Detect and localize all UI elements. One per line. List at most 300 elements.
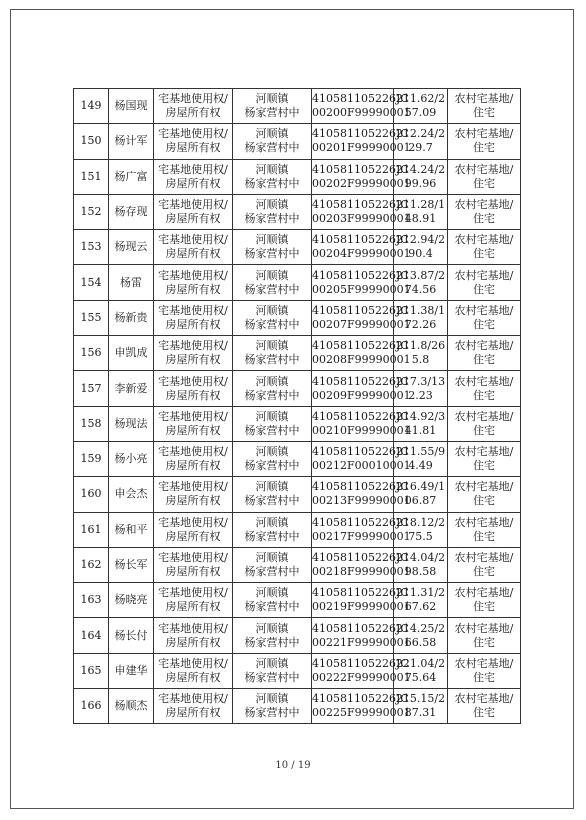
location-line: 河顺镇 — [255, 303, 289, 317]
location-cell — [233, 689, 312, 724]
land-use-line: 住宅 — [473, 670, 495, 684]
location-line: 杨家营村中 — [244, 282, 300, 296]
land-use-line: 住宅 — [473, 247, 495, 261]
parcel-code-line: 00217F99990001 — [312, 529, 411, 543]
parcel-code-line: 00225F99990001 — [312, 706, 411, 720]
owner-name-cell: 杨新贵 — [109, 300, 154, 335]
records-table-body — [74, 89, 521, 724]
location-cell — [233, 477, 312, 512]
land-use-line: 住宅 — [473, 212, 495, 226]
land-use-cell — [448, 653, 521, 688]
right-type-line: 房屋所有权 — [165, 670, 221, 684]
row-number-cell: 158 — [74, 406, 109, 441]
location-cell — [233, 618, 312, 653]
row-number-cell: 151 — [74, 159, 109, 194]
area-line: 41.81 — [404, 423, 437, 437]
parcel-code-line: 00221F99990001 — [312, 635, 411, 649]
right-type-cell — [154, 512, 233, 547]
location-line: 杨家营村中 — [244, 176, 300, 190]
location-cell — [233, 406, 312, 441]
area-line: 211.62/2 — [395, 92, 446, 106]
land-use-line: 农村宅基地/ — [454, 586, 514, 600]
parcel-code-line: 410581105226JC — [312, 409, 409, 423]
row-number-cell: 156 — [74, 336, 109, 371]
parcel-code-line: 00213F99990001 — [312, 494, 411, 508]
location-line: 杨家营村中 — [244, 565, 300, 578]
parcel-code-line: 00218F99990001 — [312, 565, 411, 578]
right-type-cell — [154, 265, 233, 300]
table-row — [74, 336, 521, 371]
area-line: 66.58 — [404, 635, 437, 649]
land-use-line: 住宅 — [473, 635, 495, 649]
page-number: 10 / 19 — [275, 760, 311, 771]
owner-name-cell: 杨小亮 — [109, 441, 154, 476]
land-use-cell — [448, 124, 521, 159]
right-type-cell — [154, 159, 233, 194]
parcel-code-cell — [312, 653, 411, 688]
location-cell — [233, 89, 312, 124]
land-use-line: 住宅 — [473, 600, 495, 614]
area-line: 216.49/1 — [395, 480, 446, 494]
parcel-code-line: 00212F00010001 — [312, 459, 411, 473]
right-type-cell — [154, 336, 233, 371]
land-use-cell — [448, 265, 521, 300]
land-use-line: 住宅 — [473, 565, 495, 578]
parcel-code-cell — [312, 336, 411, 371]
land-use-line: 农村宅基地/ — [454, 692, 514, 706]
table-row — [74, 406, 521, 441]
parcel-code-cell — [312, 230, 411, 265]
land-use-line: 农村宅基地/ — [454, 409, 514, 423]
table-row — [74, 371, 521, 406]
area-line: 211.55/9 — [395, 445, 446, 459]
right-type-line: 宅基地使用权/ — [158, 374, 228, 388]
location-cell — [233, 441, 312, 476]
location-line: 杨家营村中 — [244, 635, 300, 649]
table-row — [74, 194, 521, 229]
right-type-line: 宅基地使用权/ — [158, 303, 228, 317]
parcel-code-line: 00219F99990001 — [312, 600, 411, 614]
right-type-line: 房屋所有权 — [165, 600, 221, 614]
parcel-code-line: 00210F99990001 — [312, 423, 411, 437]
right-type-line: 房屋所有权 — [165, 529, 221, 543]
land-use-line: 农村宅基地/ — [454, 92, 514, 106]
owner-name-cell: 杨晓亮 — [109, 583, 154, 618]
right-type-line: 宅基地使用权/ — [158, 268, 228, 282]
parcel-code-cell — [312, 300, 411, 335]
table-row — [74, 547, 521, 582]
location-cell — [233, 547, 312, 582]
row-number-cell: 166 — [74, 689, 109, 724]
parcel-code-cell — [312, 159, 411, 194]
land-use-cell — [448, 89, 521, 124]
parcel-code-line: 410581105226JC — [312, 127, 409, 141]
right-type-line: 宅基地使用权/ — [158, 445, 228, 459]
parcel-code-cell — [312, 441, 411, 476]
land-use-line: 农村宅基地/ — [454, 303, 514, 317]
land-use-cell — [448, 512, 521, 547]
land-use-cell — [448, 336, 521, 371]
table-row — [74, 618, 521, 653]
location-line: 河顺镇 — [255, 515, 289, 529]
area-line: 72.26 — [404, 317, 437, 331]
right-type-line: 宅基地使用权/ — [158, 692, 228, 706]
right-type-line: 房屋所有权 — [165, 212, 221, 226]
right-type-line: 房屋所有权 — [165, 494, 221, 508]
area-line: 74.56 — [404, 282, 437, 296]
area-line: 214.04/2 — [395, 551, 446, 564]
land-use-line: 住宅 — [473, 106, 495, 120]
area-line: 06.87 — [404, 494, 437, 508]
right-type-cell — [154, 124, 233, 159]
right-type-line: 房屋所有权 — [165, 141, 221, 155]
location-line: 杨家营村中 — [244, 529, 300, 543]
location-line: 杨家营村中 — [244, 317, 300, 331]
land-use-cell — [448, 406, 521, 441]
area-line: 2.23 — [408, 388, 433, 402]
land-use-line: 住宅 — [473, 176, 495, 190]
area-line: 98.58 — [404, 565, 437, 578]
area-line: 214.25/2 — [395, 621, 446, 635]
area-line: 211.31/2 — [395, 586, 446, 600]
owner-name-cell: 杨长军 — [109, 547, 154, 582]
parcel-code-line: 410581105226JC — [312, 268, 409, 282]
location-line: 杨家营村中 — [244, 353, 300, 367]
owner-name-cell: 杨存现 — [109, 194, 154, 229]
parcel-code-line: 410581105226JC — [312, 515, 409, 529]
parcel-code-line: 00202F99990001 — [312, 176, 411, 190]
location-line: 河顺镇 — [255, 551, 289, 564]
parcel-code-cell — [312, 124, 411, 159]
right-type-line: 房屋所有权 — [165, 565, 221, 578]
owner-name-cell: 杨长付 — [109, 618, 154, 653]
parcel-code-line: 410581105226JC — [312, 92, 409, 106]
right-type-line: 房屋所有权 — [165, 459, 221, 473]
area-line: 75.5 — [408, 529, 433, 543]
area-line: 211.8/26 — [395, 339, 446, 353]
right-type-line: 宅基地使用权/ — [158, 621, 228, 635]
land-use-line: 农村宅基地/ — [454, 445, 514, 459]
parcel-code-line: 410581105226JC — [312, 480, 409, 494]
area-line: 99.96 — [404, 176, 437, 190]
owner-name-cell: 杨顺杰 — [109, 689, 154, 724]
right-type-cell — [154, 618, 233, 653]
row-number-cell: 162 — [74, 547, 109, 582]
location-line: 杨家营村中 — [244, 706, 300, 720]
area-line: 212.24/2 — [395, 127, 446, 141]
location-cell — [233, 159, 312, 194]
parcel-code-line: 410581105226JC — [312, 303, 409, 317]
owner-name-cell: 申凯成 — [109, 336, 154, 371]
parcel-code-line: 410581105226JC — [312, 551, 409, 564]
right-type-line: 房屋所有权 — [165, 423, 221, 437]
right-type-cell — [154, 230, 233, 265]
table-row — [74, 89, 521, 124]
land-use-cell — [448, 689, 521, 724]
location-line: 河顺镇 — [255, 374, 289, 388]
land-use-cell — [448, 159, 521, 194]
location-line: 河顺镇 — [255, 692, 289, 706]
area-line: 221.04/2 — [395, 656, 446, 670]
parcel-code-line: 00201F99990001 — [312, 141, 411, 155]
parcel-code-cell — [312, 89, 411, 124]
parcel-code-line: 410581105226JC — [312, 445, 409, 459]
right-type-line: 宅基地使用权/ — [158, 586, 228, 600]
owner-name-cell: 杨和平 — [109, 512, 154, 547]
location-cell — [233, 336, 312, 371]
area-line: 75.64 — [404, 670, 437, 684]
location-line: 河顺镇 — [255, 586, 289, 600]
right-type-line: 宅基地使用权/ — [158, 127, 228, 141]
parcel-code-line: 410581105226JC — [312, 339, 409, 353]
right-type-cell — [154, 653, 233, 688]
records-table — [73, 88, 521, 724]
row-number-cell: 164 — [74, 618, 109, 653]
land-use-line: 农村宅基地/ — [454, 268, 514, 282]
parcel-code-cell — [312, 477, 411, 512]
right-type-line: 房屋所有权 — [165, 176, 221, 190]
owner-name-cell: 杨雷 — [109, 265, 154, 300]
right-type-line: 房屋所有权 — [165, 388, 221, 402]
location-line: 杨家营村中 — [244, 106, 300, 120]
location-line: 河顺镇 — [255, 621, 289, 635]
area-line: 211.38/1 — [395, 303, 446, 317]
land-use-line: 住宅 — [473, 388, 495, 402]
location-cell — [233, 512, 312, 547]
right-type-line: 宅基地使用权/ — [158, 551, 228, 564]
row-number-cell: 155 — [74, 300, 109, 335]
parcel-code-line: 410581105226JC — [312, 162, 409, 176]
location-cell — [233, 583, 312, 618]
owner-name-cell: 杨现云 — [109, 230, 154, 265]
row-number-cell: 157 — [74, 371, 109, 406]
owner-name-cell: 杨国现 — [109, 89, 154, 124]
right-type-cell — [154, 300, 233, 335]
table-row — [74, 265, 521, 300]
parcel-code-line: 410581105226JC — [312, 692, 409, 706]
area-line: 48.91 — [404, 212, 437, 226]
right-type-line: 宅基地使用权/ — [158, 339, 228, 353]
parcel-code-line: 00209F99990001 — [312, 388, 411, 402]
land-use-line: 农村宅基地/ — [454, 621, 514, 635]
owner-name-cell: 申会杰 — [109, 477, 154, 512]
right-type-line: 宅基地使用权/ — [158, 480, 228, 494]
location-line: 河顺镇 — [255, 480, 289, 494]
right-type-cell — [154, 371, 233, 406]
area-line: 67.62 — [404, 600, 437, 614]
area-line: 217.3/13 — [395, 374, 446, 388]
right-type-line: 房屋所有权 — [165, 317, 221, 331]
area-line: 215.15/2 — [395, 692, 446, 706]
row-number-cell: 165 — [74, 653, 109, 688]
right-type-cell — [154, 547, 233, 582]
table-row — [74, 230, 521, 265]
table-row — [74, 300, 521, 335]
location-cell — [233, 653, 312, 688]
parcel-code-line: 00205F99990001 — [312, 282, 411, 296]
land-use-line: 住宅 — [473, 317, 495, 331]
parcel-code-cell — [312, 194, 411, 229]
owner-name-cell: 杨计军 — [109, 124, 154, 159]
row-number-cell: 152 — [74, 194, 109, 229]
land-use-cell — [448, 230, 521, 265]
row-number-cell: 163 — [74, 583, 109, 618]
location-line: 河顺镇 — [255, 656, 289, 670]
location-cell — [233, 371, 312, 406]
right-type-line: 房屋所有权 — [165, 106, 221, 120]
land-use-cell — [448, 618, 521, 653]
row-number-cell: 160 — [74, 477, 109, 512]
location-cell — [233, 124, 312, 159]
area-line: 57.09 — [404, 106, 437, 120]
right-type-line: 宅基地使用权/ — [158, 409, 228, 423]
parcel-code-cell — [312, 547, 411, 582]
area-line: 5.8 — [411, 353, 430, 367]
parcel-code-line: 00207F99990001 — [312, 317, 411, 331]
parcel-code-cell — [312, 689, 411, 724]
location-line: 河顺镇 — [255, 445, 289, 459]
location-line: 杨家营村中 — [244, 600, 300, 614]
location-line: 杨家营村中 — [244, 388, 300, 402]
location-line: 杨家营村中 — [244, 670, 300, 684]
location-line: 河顺镇 — [255, 409, 289, 423]
parcel-code-cell — [312, 512, 411, 547]
land-use-line: 农村宅基地/ — [454, 127, 514, 141]
land-use-line: 住宅 — [473, 459, 495, 473]
owner-name-cell: 杨广富 — [109, 159, 154, 194]
table-row — [74, 441, 521, 476]
land-use-line: 农村宅基地/ — [454, 233, 514, 247]
parcel-code-line: 00200F99990001 — [312, 106, 411, 120]
location-line: 河顺镇 — [255, 268, 289, 282]
right-type-cell — [154, 89, 233, 124]
area-line: 218.12/2 — [395, 515, 446, 529]
owner-name-cell: 杨现法 — [109, 406, 154, 441]
land-use-cell — [448, 477, 521, 512]
land-use-cell — [448, 441, 521, 476]
land-use-line: 农村宅基地/ — [454, 198, 514, 212]
row-number-cell: 150 — [74, 124, 109, 159]
location-line: 杨家营村中 — [244, 459, 300, 473]
table-row — [74, 124, 521, 159]
parcel-code-line: 410581105226JC — [312, 198, 409, 212]
land-use-line: 住宅 — [473, 282, 495, 296]
parcel-code-line: 410581105226JC — [312, 374, 409, 388]
location-line: 河顺镇 — [255, 339, 289, 353]
owner-name-cell: 申建华 — [109, 653, 154, 688]
land-use-cell — [448, 194, 521, 229]
row-number-cell: 154 — [74, 265, 109, 300]
land-use-line: 住宅 — [473, 529, 495, 543]
area-line: 213.87/2 — [395, 268, 446, 282]
parcel-code-line: 410581105226JC — [312, 656, 409, 670]
parcel-code-line: 00204F99990001 — [312, 247, 411, 261]
land-use-line: 农村宅基地/ — [454, 162, 514, 176]
land-use-cell — [448, 583, 521, 618]
parcel-code-cell — [312, 618, 411, 653]
parcel-code-line: 00222F99990001 — [312, 670, 411, 684]
parcel-code-line: 410581105226JC — [312, 621, 409, 635]
location-line: 河顺镇 — [255, 162, 289, 176]
parcel-code-cell — [312, 583, 411, 618]
right-type-cell — [154, 477, 233, 512]
right-type-cell — [154, 406, 233, 441]
right-type-cell — [154, 441, 233, 476]
right-type-cell — [154, 689, 233, 724]
area-line: 214.92/3 — [395, 409, 446, 423]
location-line: 河顺镇 — [255, 92, 289, 106]
row-number-cell: 161 — [74, 512, 109, 547]
area-line: 211.28/1 — [395, 198, 446, 212]
location-cell — [233, 300, 312, 335]
area-line: 29.7 — [408, 141, 433, 155]
land-use-line: 住宅 — [473, 353, 495, 367]
right-type-line: 宅基地使用权/ — [158, 162, 228, 176]
location-line: 河顺镇 — [255, 233, 289, 247]
parcel-code-line: 00208F99990001 — [312, 353, 411, 367]
table-row — [74, 477, 521, 512]
parcel-code-cell — [312, 265, 411, 300]
row-number-cell: 153 — [74, 230, 109, 265]
location-cell — [233, 194, 312, 229]
right-type-line: 宅基地使用权/ — [158, 515, 228, 529]
right-type-line: 宅基地使用权/ — [158, 198, 228, 212]
table-row — [74, 512, 521, 547]
land-use-line: 农村宅基地/ — [454, 656, 514, 670]
right-type-line: 房屋所有权 — [165, 282, 221, 296]
area-line: 214.24/2 — [395, 162, 446, 176]
location-line: 杨家营村中 — [244, 423, 300, 437]
right-type-line: 宅基地使用权/ — [158, 92, 228, 106]
location-line: 杨家营村中 — [244, 247, 300, 261]
row-number-cell: 149 — [74, 89, 109, 124]
location-cell — [233, 230, 312, 265]
right-type-line: 宅基地使用权/ — [158, 233, 228, 247]
land-use-cell — [448, 547, 521, 582]
table-row — [74, 583, 521, 618]
area-line: 212.94/2 — [395, 233, 446, 247]
land-use-cell — [448, 371, 521, 406]
right-type-cell — [154, 194, 233, 229]
table-row — [74, 159, 521, 194]
land-use-line: 农村宅基地/ — [454, 551, 514, 564]
land-use-line: 住宅 — [473, 494, 495, 508]
land-use-line: 农村宅基地/ — [454, 339, 514, 353]
location-line: 杨家营村中 — [244, 141, 300, 155]
table-row — [74, 653, 521, 688]
land-use-line: 农村宅基地/ — [454, 480, 514, 494]
right-type-cell — [154, 583, 233, 618]
location-line: 河顺镇 — [255, 127, 289, 141]
parcel-code-line: 410581105226JC — [312, 233, 409, 247]
row-number-cell: 159 — [74, 441, 109, 476]
right-type-line: 房屋所有权 — [165, 353, 221, 367]
land-use-line: 农村宅基地/ — [454, 374, 514, 388]
right-type-line: 房屋所有权 — [165, 706, 221, 720]
location-line: 杨家营村中 — [244, 494, 300, 508]
land-use-line: 住宅 — [473, 423, 495, 437]
right-type-line: 房屋所有权 — [165, 635, 221, 649]
location-line: 河顺镇 — [255, 198, 289, 212]
area-line: 87.31 — [404, 706, 437, 720]
land-use-line: 农村宅基地/ — [454, 515, 514, 529]
land-use-line: 住宅 — [473, 706, 495, 720]
land-use-line: 住宅 — [473, 141, 495, 155]
parcel-code-line: 00203F99990001 — [312, 212, 411, 226]
land-use-cell — [448, 300, 521, 335]
table-row — [74, 689, 521, 724]
owner-name-cell: 李新爱 — [109, 371, 154, 406]
